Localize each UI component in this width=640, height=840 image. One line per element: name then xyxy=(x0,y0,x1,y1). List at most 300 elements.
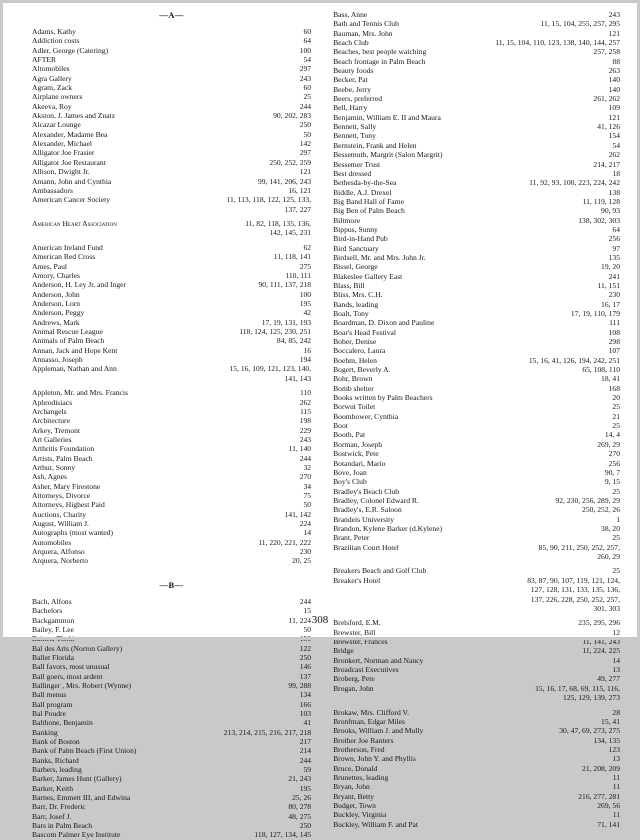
entry-term: Blakeslee Gallery East xyxy=(333,271,403,281)
entry-term: August, William J. xyxy=(32,519,89,529)
entry-page-refs: 88 xyxy=(612,56,620,66)
index-entry xyxy=(32,148,311,157)
entry-page-refs: 135 xyxy=(608,252,620,262)
entry-term: American Ireland Fund xyxy=(32,242,103,252)
entry-page-refs: 92, 230, 256, 289, 29 xyxy=(555,495,620,505)
index-entry xyxy=(333,66,620,75)
entry-page-refs: 11, 113, 118, 122, 125, 133, xyxy=(226,195,312,205)
entry-term: Bissel, George xyxy=(333,262,378,272)
entry-page-refs: 11, 15, 104, 255, 257, 295 xyxy=(540,19,620,29)
index-entry xyxy=(32,83,311,92)
index-entry xyxy=(32,355,311,364)
entry-page-refs: 140 xyxy=(608,84,620,94)
entry-page-refs: 25, 26 xyxy=(292,793,312,803)
entry-page-refs: 64 xyxy=(303,36,312,46)
entry-page-refs: 14 xyxy=(303,528,312,538)
entry-page-refs: 11, 140 xyxy=(288,444,312,454)
entry-term: Auctions, Charity xyxy=(32,509,86,519)
index-entry xyxy=(32,756,311,765)
entry-page-refs: 146 xyxy=(299,662,312,672)
entry-page-refs: 142 xyxy=(299,139,312,149)
index-entry xyxy=(333,674,620,683)
entry-page-refs: 138, 302, 303 xyxy=(578,215,620,225)
entry-page-refs: 270 xyxy=(608,449,620,459)
entry-term: Andrews, Mark xyxy=(32,317,80,327)
entry-term: Akeeva, Roy xyxy=(32,101,72,111)
entry-term: Archangels xyxy=(32,406,67,416)
entry-term: Beebe, Jerry xyxy=(333,84,372,94)
entry-term: Ames, Paul xyxy=(32,261,68,271)
entry-term: Bogert, Beverly A. xyxy=(333,365,391,375)
entry-page-refs: 243 xyxy=(608,10,620,19)
entry-page-refs: 154 xyxy=(608,131,620,141)
entry-page-refs: 110 xyxy=(299,388,312,398)
entry-term: Addiction costs xyxy=(32,36,80,46)
index-entry xyxy=(32,36,311,45)
entry-page-refs: 25 xyxy=(612,533,620,543)
entry-term: Amann, John and Cynthia xyxy=(32,176,112,186)
index-entry xyxy=(32,528,311,537)
index-entry xyxy=(333,290,620,299)
entry-page-refs: 214 xyxy=(299,746,312,756)
entry-term: Automobiles xyxy=(32,537,72,547)
entry-page-refs: 11, 15, 104, 110, 123, 138, 140, 144, 257 xyxy=(495,38,620,48)
index-entry xyxy=(333,449,620,458)
entry-term: Ball goers, most ardent xyxy=(32,671,103,681)
index-entry xyxy=(333,131,620,140)
entry-page-refs: 11 xyxy=(612,782,620,792)
entry-term: Alexander, Michael xyxy=(32,139,92,149)
entry-page-refs: 123 xyxy=(608,745,620,755)
entry-term: Bird-in-Hand Pub xyxy=(333,234,388,244)
entry-page-refs: 15, 16, 109, 121, 123, 140, xyxy=(229,364,312,374)
entry-page-refs: 269, 29 xyxy=(597,439,620,449)
entry-term: Bernstein, Frank and Helen xyxy=(333,140,417,150)
entry-term: Ball favors, most unusual xyxy=(32,662,110,672)
index-entry xyxy=(333,782,620,791)
entry-page-refs: 85, 90, 211, 250, 252, 257, xyxy=(538,542,620,552)
entry-page-refs: 100 xyxy=(299,45,312,55)
entry-term: Bethesda-by-the-Sea xyxy=(333,178,397,188)
index-entry xyxy=(32,327,311,336)
entry-term: American Cancer Society xyxy=(32,195,111,205)
entry-page-refs: 270 xyxy=(299,472,312,482)
index-entry xyxy=(333,113,620,122)
entry-page-refs: 134 xyxy=(299,690,312,700)
entry-term: Broadcast Executives xyxy=(333,665,399,675)
entry-term: Bradley's Beach Club xyxy=(333,486,399,496)
index-entry xyxy=(32,158,311,167)
entry-page-refs: 243 xyxy=(299,73,312,83)
index-entry xyxy=(333,10,620,19)
entry-term: Arthur, Sonny xyxy=(32,463,76,473)
entry-term: Budget, Town xyxy=(333,801,376,811)
entry-page-refs: 11, 118, 141 xyxy=(273,252,312,262)
entry-term: Arkey, Tremont xyxy=(32,425,81,435)
entry-page-refs: 16, 121 xyxy=(288,185,312,195)
entry-page-refs: 9, 15 xyxy=(604,477,620,487)
entry-continuation: 301, 303 xyxy=(593,603,620,613)
index-entry xyxy=(32,538,311,547)
index-entry xyxy=(32,519,311,528)
index-entry xyxy=(333,141,620,150)
entry-page-refs: 100 xyxy=(299,289,312,299)
entry-term: Broberg, Pete xyxy=(333,674,375,684)
entry-term: Brown, John Y. and Phyllis xyxy=(333,754,416,764)
entry-continuation: 137, 226, 228, 250, 252, 257, xyxy=(530,594,620,604)
index-entry xyxy=(333,178,620,187)
index-entry xyxy=(32,398,311,407)
index-entry xyxy=(333,337,620,346)
index-entry xyxy=(32,774,311,783)
entry-term: Akston, J. James and Znatz xyxy=(32,111,116,121)
entry-page-refs: 15, 41 xyxy=(601,717,620,726)
entry-page-refs: 25 xyxy=(612,402,620,412)
entry-term: Baines, Thoki xyxy=(32,634,75,644)
index-entry xyxy=(32,784,311,793)
entry-page-refs: 75 xyxy=(303,491,312,501)
index-entry xyxy=(32,793,311,802)
index-entry xyxy=(333,566,620,575)
entry-term: Animals of Palm Beach xyxy=(32,336,105,346)
index-entry xyxy=(32,27,311,36)
index-entry xyxy=(32,718,311,727)
entry-page-refs: 48, 275 xyxy=(288,811,312,821)
index-entry xyxy=(333,477,620,486)
entry-page-refs: 103 xyxy=(299,708,312,718)
entry-term: Anderson, H. Ley Jr. and Inger xyxy=(32,280,127,290)
index-entry xyxy=(32,690,311,699)
entry-term: Bird Sanctuary xyxy=(333,243,379,253)
entry-page-refs: 25 xyxy=(303,92,312,102)
entry-page-refs: 224 xyxy=(299,519,312,529)
index-entry xyxy=(333,533,620,542)
entry-term: Banking xyxy=(32,727,58,737)
entry-page-refs: 20, 25 xyxy=(292,556,312,566)
entry-page-refs: 194 xyxy=(299,355,312,365)
index-entry xyxy=(32,92,311,101)
entry-term: Boehm, Helen xyxy=(333,355,377,365)
entry-page-refs: 84, 85, 242 xyxy=(276,336,312,346)
index-entry xyxy=(333,197,620,206)
entry-page-refs: 25 xyxy=(612,486,620,496)
entry-term: Bass, Anne xyxy=(333,10,368,19)
index-entry xyxy=(333,272,620,281)
entry-term: Banks, Richard xyxy=(32,755,79,765)
entry-term: Alligator Joe Restaurant xyxy=(32,157,106,167)
entry-page-refs: 59 xyxy=(303,765,312,774)
entry-term: AFTER xyxy=(32,55,57,65)
index-entry xyxy=(32,672,311,681)
entry-term: Bars in Palm Beach xyxy=(32,821,93,831)
index-entry xyxy=(333,356,620,365)
index-entry xyxy=(32,653,311,662)
entry-page-refs: 1 xyxy=(616,514,620,524)
index-entry xyxy=(333,576,620,585)
entry-page-refs: 121 xyxy=(608,112,620,122)
index-entry xyxy=(333,225,620,234)
entry-page-refs: 275 xyxy=(299,261,312,271)
entry-page-refs: 11, 82, 118, 135, 136, xyxy=(245,219,312,229)
entry-term: Bennett, Tony xyxy=(333,131,376,141)
entry-page-refs: 150 xyxy=(299,634,312,644)
index-entry xyxy=(32,195,311,204)
index-entry xyxy=(32,416,311,425)
index-entry xyxy=(333,646,620,655)
index-entry xyxy=(333,736,620,745)
index-entry xyxy=(333,75,620,84)
entry-page-refs: 121 xyxy=(299,167,312,177)
index-entry xyxy=(32,746,311,755)
entry-term: Ball program xyxy=(32,699,73,709)
entry-page-refs: 214, 217 xyxy=(593,159,620,169)
entry-term: Annan, Jack and Hope Kent xyxy=(32,345,118,355)
index-entry xyxy=(333,468,620,477)
entry-term: Bank of Palm Beach (First Union) xyxy=(32,746,137,756)
entry-term: Asher, Mary Firestone xyxy=(32,481,101,491)
entry-page-refs: 28 xyxy=(612,707,620,717)
entry-term: Books written by Palm Beachers xyxy=(333,393,433,403)
index-entry xyxy=(32,463,311,472)
entry-page-refs: 41 xyxy=(303,718,312,728)
section-letter-a: —A— xyxy=(159,10,184,20)
entry-page-refs: 244 xyxy=(299,596,312,606)
index-entry xyxy=(333,665,620,674)
entry-page-refs: 54 xyxy=(303,55,312,65)
entry-page-refs: 25 xyxy=(612,421,620,431)
entry-page-refs: 62 xyxy=(303,242,312,252)
index-entry xyxy=(333,47,620,56)
entry-page-refs: 17, 19, 110, 179 xyxy=(570,309,620,318)
entry-page-refs: 195 xyxy=(299,783,312,793)
entry-list-a xyxy=(32,27,311,566)
entry-term: Bach, Alfons xyxy=(32,596,72,606)
entry-term: Autographs (most wanted) xyxy=(32,528,113,538)
index-entry xyxy=(333,487,620,496)
entry-page-refs: 21 xyxy=(612,411,620,421)
index-entry xyxy=(333,234,620,243)
entry-page-refs: 71, 141 xyxy=(597,819,620,829)
entry-term: Anderson, Lorn xyxy=(32,299,81,308)
entry-term: Ballinger , Mrs. Robert (Wynne) xyxy=(32,680,132,690)
entry-page-refs: 16, 17 xyxy=(601,299,620,309)
entry-page-refs: 80, 278 xyxy=(288,802,312,812)
index-entry xyxy=(32,102,311,111)
entry-term: Bascom Palmer Eye Institute xyxy=(32,830,121,840)
index-entry xyxy=(32,709,311,718)
entry-term: Amory, Charles xyxy=(32,270,81,280)
entry-term: Ball menus xyxy=(32,690,67,700)
entry-page-refs: 269, 56 xyxy=(597,801,620,811)
index-entry xyxy=(333,244,620,253)
index-entry xyxy=(32,597,311,606)
index-entry xyxy=(32,426,311,435)
entry-term: Biddle, A.J. Drexel xyxy=(333,187,392,197)
entry-page-refs: 14 xyxy=(612,655,620,665)
index-entry xyxy=(32,472,311,481)
entry-list-b xyxy=(32,597,311,840)
entry-term: Brandeis University xyxy=(333,514,395,524)
entry-page-refs: 18 xyxy=(612,168,620,178)
entry-term: Annasso, Joseph xyxy=(32,355,83,365)
entry-term: Animal Rescue League xyxy=(32,327,103,337)
entry-page-refs: 109 xyxy=(608,103,620,113)
entry-term: Agra Gallery xyxy=(32,73,72,83)
entry-page-refs: 38, 20 xyxy=(601,523,620,533)
entry-term: Brazilian Court Hotel xyxy=(333,542,399,552)
entry-term: Becker, Pat xyxy=(333,75,368,85)
entry-page-refs: 244 xyxy=(299,755,312,765)
entry-page-refs: 50 xyxy=(303,500,312,510)
index-entry xyxy=(32,120,311,129)
entry-term: Brother Joe Ranters xyxy=(333,735,394,745)
entry-term: Booth, Pat xyxy=(333,430,366,440)
index-entry xyxy=(333,708,620,717)
entry-term: Barbers, leading xyxy=(32,765,82,774)
entry-page-refs: 16 xyxy=(303,345,312,355)
index-entry xyxy=(333,300,620,309)
entry-term: Altomobiles xyxy=(32,64,70,74)
entry-page-refs: 256 xyxy=(608,458,620,468)
entry-page-refs: 140 xyxy=(608,75,620,85)
index-entry xyxy=(333,402,620,411)
index-entry xyxy=(333,430,620,439)
index-entry xyxy=(333,262,620,271)
entry-page-refs: 115 xyxy=(299,406,312,416)
entry-page-refs: 60 xyxy=(303,83,312,93)
index-entry xyxy=(333,684,620,693)
entry-term: Art Galleries xyxy=(32,435,72,444)
index-entry xyxy=(333,820,620,829)
entry-page-refs: 297 xyxy=(299,64,312,74)
index-entry xyxy=(32,64,311,73)
entry-term: Alcazar Lounge xyxy=(32,120,81,130)
index-entry xyxy=(32,510,311,519)
index-entry xyxy=(32,46,311,55)
index-entry xyxy=(333,365,620,374)
entry-page-refs: 217 xyxy=(299,736,312,746)
entry-page-refs: 11, 220, 221, 222 xyxy=(258,537,312,547)
entry-page-refs: 50 xyxy=(303,129,312,139)
entry-page-refs: 42 xyxy=(303,308,312,318)
entry-term: Brewster, Frances xyxy=(333,637,388,647)
entry-page-refs: 19, 20 xyxy=(601,262,620,272)
index-entry xyxy=(32,700,311,709)
entry-page-refs: 83, 87, 90, 107, 119, 121, 124, xyxy=(527,575,620,585)
entry-term: Bal des Arts (Norton Gallery) xyxy=(32,643,123,653)
entry-page-refs: 64 xyxy=(612,224,620,234)
entry-term: Boy's Club xyxy=(333,477,367,487)
entry-page-refs: 50 xyxy=(303,624,312,634)
entry-term: Benjamin, William E. II and Maura xyxy=(333,112,441,122)
entry-page-refs: 298 xyxy=(608,337,620,347)
index-entry xyxy=(32,388,311,397)
entry-term: Anderson, John xyxy=(32,289,80,299)
entry-term: Bradley, Colonel Edward R. xyxy=(333,495,419,505)
entry-term: Breaker's Hotel xyxy=(333,575,381,585)
entry-term: Brant, Peter xyxy=(333,533,370,543)
entry-term: Brelsford, E.M. xyxy=(333,618,381,628)
index-entry xyxy=(32,547,311,556)
index-entry xyxy=(32,243,311,252)
index-entry xyxy=(333,94,620,103)
entry-page-refs: 230 xyxy=(608,290,620,300)
entry-term: Biltmore xyxy=(333,215,361,225)
entry-term: Brotherson, Fred xyxy=(333,745,385,755)
entry-term: Attorneys, Divorce xyxy=(32,491,91,501)
entry-term: Bell, Harry xyxy=(333,103,368,113)
entry-page-refs: 250, 252, 259 xyxy=(269,157,312,167)
entry-term: Buckley, William F. and Pat xyxy=(333,819,419,829)
entry-page-refs: 13 xyxy=(612,665,620,675)
entry-page-refs: 97 xyxy=(612,243,620,253)
entry-term: Brogan, John xyxy=(333,683,374,693)
index-entry xyxy=(333,393,620,402)
index-entry xyxy=(333,188,620,197)
index-entry xyxy=(333,764,620,773)
index-entry xyxy=(32,55,311,64)
entry-page-refs: 198 xyxy=(299,416,312,426)
index-entry xyxy=(333,19,620,28)
entry-page-refs: 256 xyxy=(608,234,620,244)
entry-term: Agram, Zack xyxy=(32,83,73,93)
index-entry xyxy=(333,792,620,801)
index-entry xyxy=(32,500,311,509)
entry-page-refs: 11, 224 xyxy=(288,615,312,625)
entry-page-refs: 30, 47, 69, 273, 275 xyxy=(559,726,620,736)
entry-term: American Red Cross xyxy=(32,252,96,262)
entry-term: Adams, Kathy xyxy=(32,27,76,36)
entry-page-refs: 244 xyxy=(299,101,312,111)
index-entry xyxy=(333,309,620,318)
entry-continuation: 141, 143 xyxy=(284,373,312,383)
left-column xyxy=(14,10,313,840)
index-entry xyxy=(32,262,311,271)
index-entry xyxy=(32,177,311,186)
entry-term: Bryant, Betty xyxy=(333,791,375,801)
section-letter-b: —B— xyxy=(159,579,184,590)
entry-page-refs: 99, 288 xyxy=(288,680,312,690)
entry-term: Bove, Joan xyxy=(333,467,367,477)
entry-term: Bessemuth, Margrit (Salon Margrit) xyxy=(333,150,443,160)
index-entry xyxy=(333,85,620,94)
entry-page-refs: 263 xyxy=(608,66,620,76)
entry-page-refs: 90, 93 xyxy=(601,206,620,216)
entry-term: Attorneys, Highest Paid xyxy=(32,500,105,510)
entry-term: Alligator Joe Frasier xyxy=(32,148,95,158)
entry-continuation: 125, 129, 139, 273 xyxy=(563,693,620,703)
entry-term: Airplane owners xyxy=(32,92,83,102)
entry-page-refs: 168 xyxy=(608,383,620,393)
entry-term: Arquera, Norberto xyxy=(32,556,89,566)
entry-page-refs: 13 xyxy=(612,754,620,764)
entry-page-refs: 21, 243 xyxy=(288,774,312,784)
entry-page-refs: 41, 126 xyxy=(597,122,620,132)
index-entry xyxy=(333,440,620,449)
entry-page-refs: 230 xyxy=(299,547,312,557)
index-entry xyxy=(32,634,311,643)
entry-term: Allison, Dwight Jr. xyxy=(32,167,90,177)
entry-term: Bruce, Donald xyxy=(333,763,378,773)
index-entry xyxy=(32,186,311,195)
index-entry xyxy=(333,745,620,754)
entry-page-refs: 118, 124, 125, 230, 251 xyxy=(239,327,312,337)
entry-term: Boccalero, Laura xyxy=(333,346,386,356)
entry-page-refs: 11, 92, 93, 100, 223, 224, 242 xyxy=(529,178,620,188)
entry-page-refs: 11, 224, 225 xyxy=(582,646,620,656)
entry-term: Bank of Boston xyxy=(32,736,80,746)
entry-term: Barr, Dr. Frederic xyxy=(32,802,86,812)
